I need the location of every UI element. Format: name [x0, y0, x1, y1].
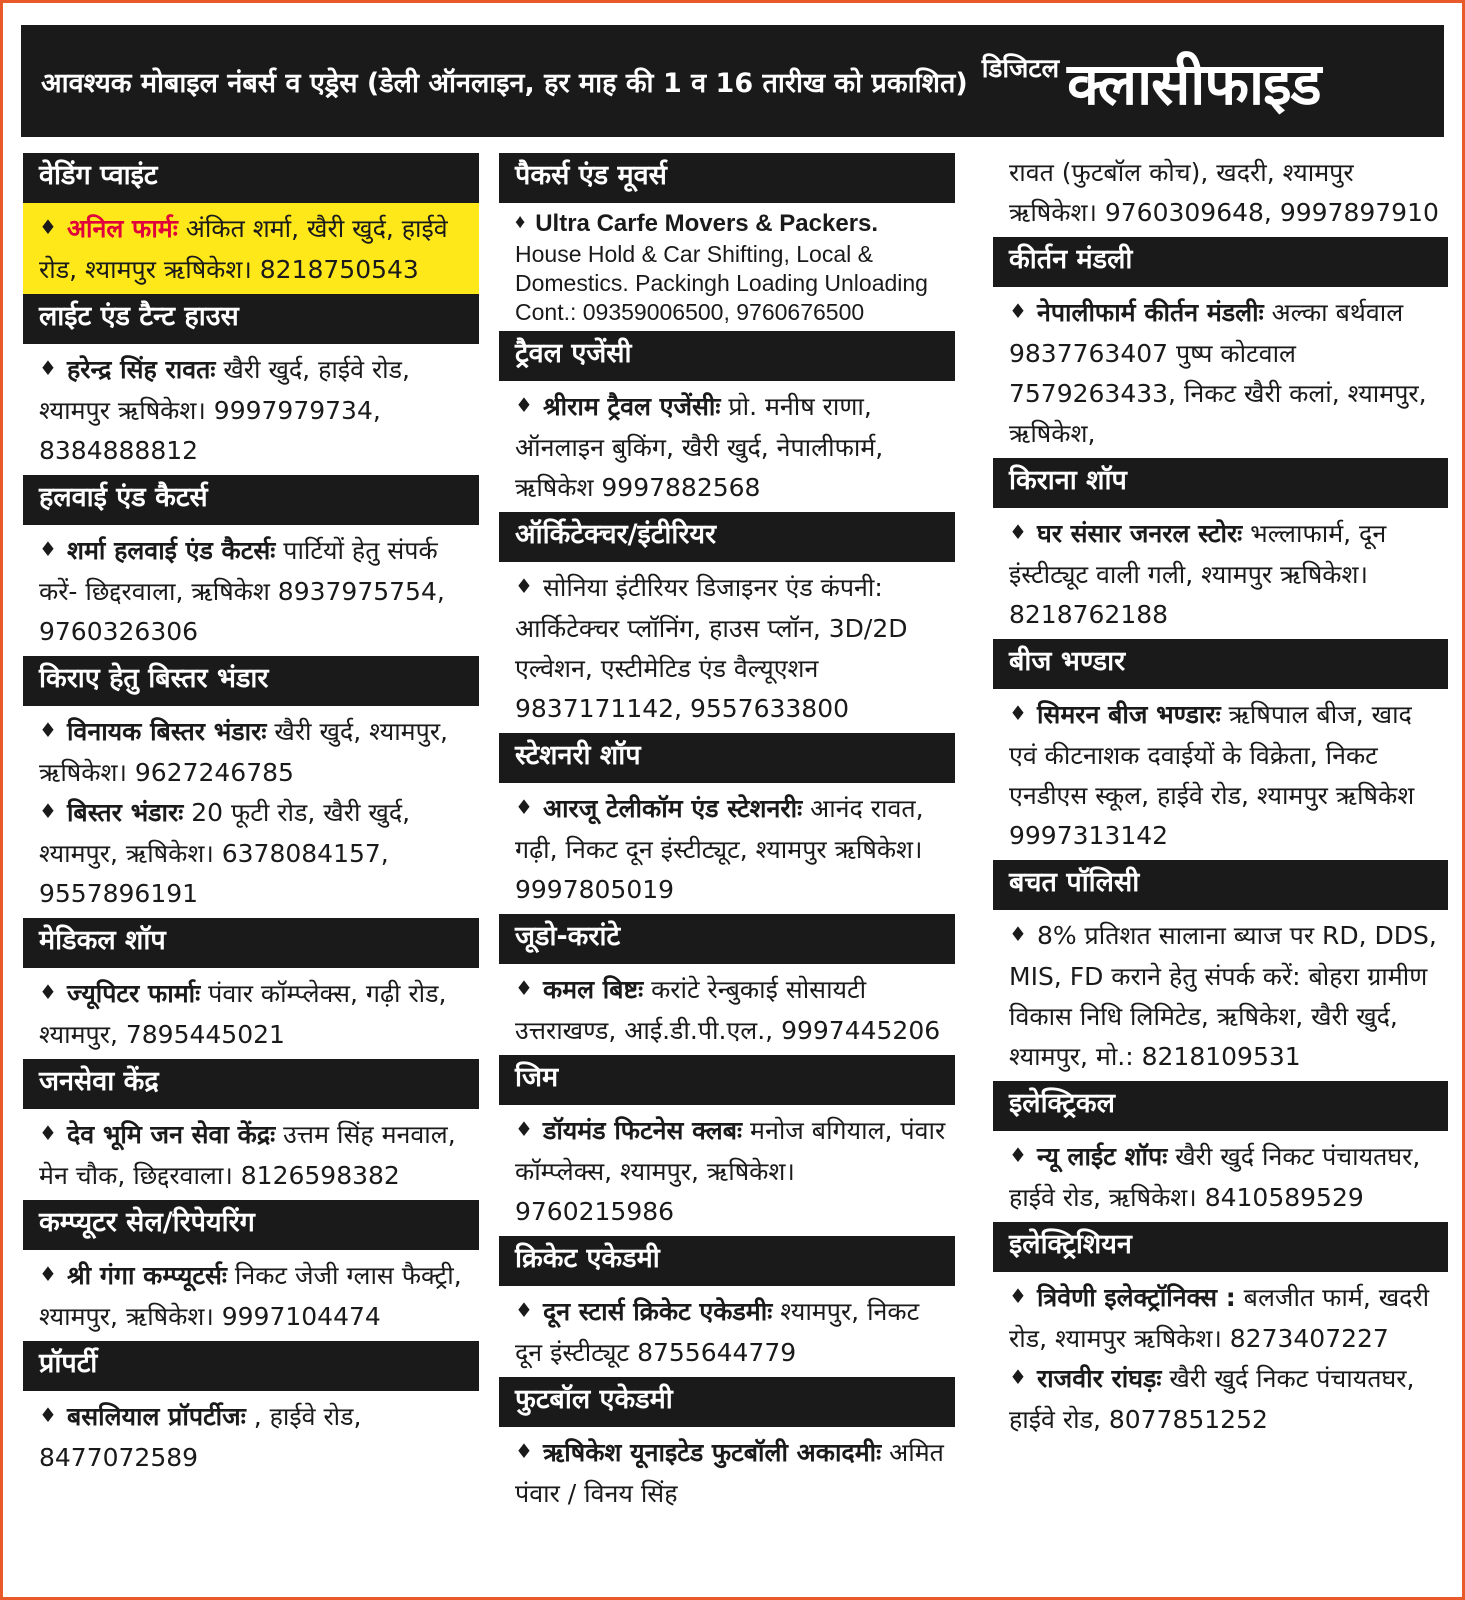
continued-entry [993, 153, 1448, 237]
section-heading: लाईट एंड टैन्ट हाउस [23, 294, 479, 344]
section-heading: किराए हेतु बिस्तर भंडार [23, 656, 479, 706]
listing-details: 8% प्रतिशत सालाना ब्याज पर RD, DDS, MIS, FD कराने हेतु संपर्क करें: बोहरा ग्रामीण विकास निधि लिमिटेड, ऋषिकेश, खैरी खुर्द, श्यामपुर, मो.: 8218109531 [1009, 921, 1437, 1071]
classified-section [499, 153, 955, 331]
listing-entry [39, 1256, 473, 1337]
section-body [993, 287, 1448, 458]
section-body [499, 783, 955, 914]
listing-entry [39, 1115, 473, 1196]
section-body [993, 508, 1448, 639]
section-heading: मेडिकल शॉप [23, 918, 479, 968]
listing-entry [515, 789, 949, 910]
listing-entry [515, 387, 949, 508]
classified-section [23, 475, 479, 656]
listing-details: अमित पंवार / विनय सिंह [515, 1438, 944, 1508]
diamond-bullet-icon: ♦ [39, 356, 57, 380]
diamond-bullet-icon: ♦ [1009, 1365, 1027, 1389]
listing-details: House Hold & Car Shifting, Local & Domestics. Packingh Loading Unloading Cont.: 09359006500, 9760676500 [515, 241, 928, 325]
classified-section [23, 294, 479, 475]
listing-name: राजवीर रांघड़ः [1036, 1364, 1162, 1393]
listing-name: श्रीराम ट्रैवल एजेंसीः [542, 392, 721, 421]
listing-name: नेपालीफार्म कीर्तन मंडलीः [1036, 298, 1264, 327]
diamond-bullet-icon: ♦ [515, 211, 526, 233]
section-heading: इलेक्ट्रिशियन [993, 1222, 1448, 1272]
diamond-bullet-icon: ♦ [515, 574, 533, 598]
column-3 [993, 153, 1448, 1593]
section-body [993, 910, 1448, 1081]
section-heading: फुटबॉल एकेडमी [499, 1377, 955, 1427]
listing-name: कमल बिष्टः [542, 975, 644, 1004]
listing-entry [39, 974, 473, 1055]
listing-details: ऋषिपाल बीज, खाद एवं कीटनाशक दवाईयों के विक्रेता, निकट एनडीएस स्कूल, हाईवे रोड, श्यामपुर ऋषिकेश 9997313142 [1009, 700, 1415, 850]
banner-digital-label: डिजिटल [981, 54, 1060, 84]
section-body [993, 1131, 1448, 1222]
classified-section [23, 1200, 479, 1341]
diamond-bullet-icon: ♦ [515, 976, 533, 1000]
section-heading: इलेक्ट्रिकल [993, 1081, 1448, 1131]
section-body [499, 203, 955, 331]
diamond-bullet-icon: ♦ [39, 1403, 57, 1427]
classified-section [499, 1377, 955, 1518]
diamond-bullet-icon: ♦ [39, 799, 57, 823]
listing-entry [1009, 916, 1442, 1077]
header-banner [21, 25, 1444, 137]
listing-details: आनंद रावत, गढ़ी, निकट दून इंस्टीट्यूट, श्यामपुर ऋषिकेश। 9997805019 [515, 794, 924, 904]
listing-details: भल्लाफार्म, दून इंस्टीट्यूट वाली गली, श्यामपुर ऋषिकेश। 8218762188 [1009, 519, 1387, 629]
section-body [23, 344, 479, 475]
diamond-bullet-icon: ♦ [515, 1117, 533, 1141]
section-body [23, 525, 479, 656]
listing-details: करांटे रेन्बुकाई सोसायटी उत्तराखण्ड, आई.डी.पी.एल., 9997445206 [515, 975, 941, 1045]
listing-details: निकट जेजी ग्लास फैक्ट्री, श्यामपुर, ऋषिकेश। 9997104474 [39, 1261, 462, 1331]
listing-entry [1009, 514, 1442, 635]
listing-details: पार्टियों हेतु संपर्क करें- छिद्दरवाला, ऋषिकेश 8937975754, 9760326306 [39, 536, 445, 646]
listing-entry [1009, 1137, 1442, 1218]
listing-name: श्री गंगा कम्प्यूटर्सः [66, 1261, 227, 1290]
listing-name: देव भूमि जन सेवा केंद्रः [66, 1120, 276, 1149]
section-heading: स्टेशनरी शॉप [499, 733, 955, 783]
listing-entry [1009, 1359, 1442, 1440]
listing-name: बसलियाल प्रॉपर्टीजः [66, 1402, 246, 1431]
listing-entry [515, 1433, 949, 1514]
classified-section [993, 1081, 1448, 1222]
column-2 [499, 153, 955, 1593]
listing-name: सिमरन बीज भण्डारः [1036, 700, 1221, 729]
listing-entry [39, 531, 473, 652]
diamond-bullet-icon: ♦ [515, 795, 533, 819]
section-heading: कम्प्यूटर सेल/रिपेयरिंग [23, 1200, 479, 1250]
listing-details: श्यामपुर, निकट दून इंस्टीट्यूट 8755644779 [515, 1297, 920, 1367]
section-heading: किराना शॉप [993, 458, 1448, 508]
section-body [23, 1250, 479, 1341]
diamond-bullet-icon: ♦ [1009, 922, 1027, 946]
listing-name: दून स्टार्स क्रिकेट एकेडमीः [542, 1297, 773, 1326]
listing-name: अनिल फार्मः [66, 214, 178, 243]
listing-entry [39, 1397, 473, 1478]
classified-section [499, 914, 955, 1055]
section-heading: जिम [499, 1055, 955, 1105]
classified-section [23, 1059, 479, 1200]
banner-text: आवश्यक मोबाइल नंबर्स व एड्रेस (डेली ऑनलाइन, हर माह की 1 व 16 तारीख को प्रकाशित) [41, 67, 968, 99]
classified-section [499, 512, 955, 733]
listing-name: घर संसार जनरल स्टोरः [1036, 519, 1243, 548]
listing-entry [515, 209, 949, 327]
listing-name: हरेन्द्र सिंह रावतः [66, 355, 216, 384]
diamond-bullet-icon: ♦ [515, 1439, 533, 1463]
section-body [499, 964, 955, 1055]
section-body [23, 1391, 479, 1482]
listing-details: उत्तम सिंह मनवाल, मेन चौक, छिद्दरवाला। 8126598382 [39, 1120, 456, 1190]
diamond-bullet-icon: ♦ [1009, 299, 1027, 323]
diamond-bullet-icon: ♦ [1009, 701, 1027, 725]
listing-name: आरजू टेलीकॉम एंड स्टेशनरीः [542, 794, 803, 823]
section-heading: पैकर्स एंड मूवर्स [499, 153, 955, 203]
listing-details: मनोज बगियाल, पंवार कॉम्प्लेक्स, श्यामपुर, ऋषिकेश। 9760215986 [515, 1116, 946, 1226]
diamond-bullet-icon: ♦ [1009, 1284, 1027, 1308]
section-heading: क्रिकेट एकेडमी [499, 1236, 955, 1286]
section-body [499, 1427, 955, 1518]
section-body [499, 1105, 955, 1236]
entry-text: रावत (फुटबॉल कोच), खदरी, श्यामपुर ऋषिकेश। 9760309648, 9997897910 [1009, 158, 1439, 227]
classified-section [23, 153, 479, 294]
section-heading: वेडिंग प्वाइंट [23, 153, 479, 203]
classified-section [499, 331, 955, 512]
listing-name: शर्मा हलवाई एंड कैटर्सः [66, 536, 276, 565]
classified-section [499, 733, 955, 914]
listing-details: पंवार कॉम्प्लेक्स, गढ़ी रोड, श्यामपुर, 7895445021 [39, 979, 447, 1049]
listing-entry [1009, 695, 1442, 856]
listing-details: प्रो. मनीष राणा, ऑनलाइन बुकिंग, खैरी खुर्द, नेपालीफार्म, ऋषिकेश 9997882568 [515, 392, 884, 502]
listing-name: ज्यूपिटर फार्माः [66, 979, 201, 1008]
listing-details: खैरी खुर्द, हाईवे रोड, श्यामपुर ऋषिकेश। 9997979734, 8384888812 [39, 355, 410, 465]
listing-name: Ultra Carfe Movers & Packers. [535, 210, 879, 237]
section-body [993, 689, 1448, 860]
listing-details: खैरी खुर्द निकट पंचायतघर, हाईवे रोड, ऋषिकेश। 8410589529 [1009, 1142, 1421, 1212]
listing-name: त्रिवेणी इलेक्ट्रॉनिक्स : [1036, 1283, 1236, 1312]
listing-entry [39, 712, 473, 793]
section-body [23, 203, 479, 294]
listing-details: खैरी खुर्द, श्यामपुर, ऋषिकेश। 9627246785 [39, 717, 449, 787]
section-heading: जूडो-करांटे [499, 914, 955, 964]
listing-details: 20 फूटी रोड, खैरी खुर्द, श्यामपुर, ऋषिकेश। 6378084157, 9557896191 [39, 798, 411, 908]
listing-name: बिस्तर भंडारः [66, 798, 184, 827]
banner-brand-title: क्लासीफाइड [1067, 49, 1321, 118]
diamond-bullet-icon: ♦ [1009, 1143, 1027, 1167]
section-heading: प्रॉपर्टी [23, 1341, 479, 1391]
section-body [23, 706, 479, 918]
classified-section [499, 1236, 955, 1377]
classified-section [993, 458, 1448, 639]
classified-section [23, 1341, 479, 1482]
listing-entry [39, 209, 473, 290]
section-body [499, 381, 955, 512]
listing-entry [515, 1292, 949, 1373]
section-heading: बचत पॉलिसी [993, 860, 1448, 910]
diamond-bullet-icon: ♦ [39, 537, 57, 561]
diamond-bullet-icon: ♦ [39, 1121, 57, 1145]
diamond-bullet-icon: ♦ [1009, 520, 1027, 544]
listing-name: डॉयमंड फिटनेस क्लबः [542, 1116, 743, 1145]
listing-name: न्यू लाईट शॉपः [1036, 1142, 1168, 1171]
diamond-bullet-icon: ♦ [39, 215, 57, 239]
section-heading: ऑर्किटेक्चर/इंटीरियर [499, 512, 955, 562]
section-heading: कीर्तन मंडली [993, 237, 1448, 287]
diamond-bullet-icon: ♦ [39, 1262, 57, 1286]
section-heading: बीज भण्डार [993, 639, 1448, 689]
listing-entry [515, 1111, 949, 1232]
listing-details: , हाईवे रोड, 8477072589 [39, 1402, 362, 1472]
diamond-bullet-icon: ♦ [515, 1298, 533, 1322]
listing-entry [1009, 293, 1442, 454]
section-body [499, 1286, 955, 1377]
listing-entry [1009, 1278, 1442, 1359]
section-body [23, 1109, 479, 1200]
listing-details: खैरी खुर्द निकट पंचायतघर, हाईवे रोड, 8077851252 [1009, 1364, 1415, 1434]
section-body [499, 562, 955, 733]
classified-section [993, 237, 1448, 458]
section-body [993, 1272, 1448, 1444]
classified-section [993, 639, 1448, 860]
section-body [23, 968, 479, 1059]
listing-entry [515, 970, 949, 1051]
diamond-bullet-icon: ♦ [39, 718, 57, 742]
listing-name: ऋषिकेश यूनाइटेड फुटबॉली अकादमीः [542, 1438, 882, 1467]
classified-section [993, 860, 1448, 1081]
section-heading: जनसेवा केंद्र [23, 1059, 479, 1109]
listing-details: अंकित शर्मा, खैरी खुर्द, हाईवे रोड, श्यामपुर ऋषिकेश। 8218750543 [39, 214, 448, 284]
listing-details: अल्का बर्थवाल 9837763407 पुष्प कोटवाल 7579263433, निकट खैरी कलां, श्यामपुर, ऋषिकेश, [1009, 298, 1427, 448]
listing-entry [39, 350, 473, 471]
column-1 [23, 153, 479, 1593]
classified-section [499, 1055, 955, 1236]
classified-section [23, 918, 479, 1059]
listing-name: विनायक बिस्तर भंडारः [66, 717, 267, 746]
listing-entry [39, 793, 473, 914]
listing-details: सोनिया इंटीरियर डिजाइनर एंड कंपनी: आर्किटेक्चर प्लॉनिंग, हाउस प्लॉन, 3D/2D एल्वेशन, एस्टीमेटिड एंड वैल्यूएशन 9837171142, 9557633800 [515, 573, 908, 723]
diamond-bullet-icon: ♦ [39, 980, 57, 1004]
diamond-bullet-icon: ♦ [515, 393, 533, 417]
section-heading: हलवाई एंड कैटर्स [23, 475, 479, 525]
section-heading: ट्रैवल एजेंसी [499, 331, 955, 381]
listing-entry [515, 568, 949, 729]
classified-section [993, 1222, 1448, 1444]
listing-details: बलजीत फार्म, खदरी रोड, श्यामपुर ऋषिकेश। 8273407227 [1009, 1283, 1430, 1353]
classified-section [23, 656, 479, 918]
